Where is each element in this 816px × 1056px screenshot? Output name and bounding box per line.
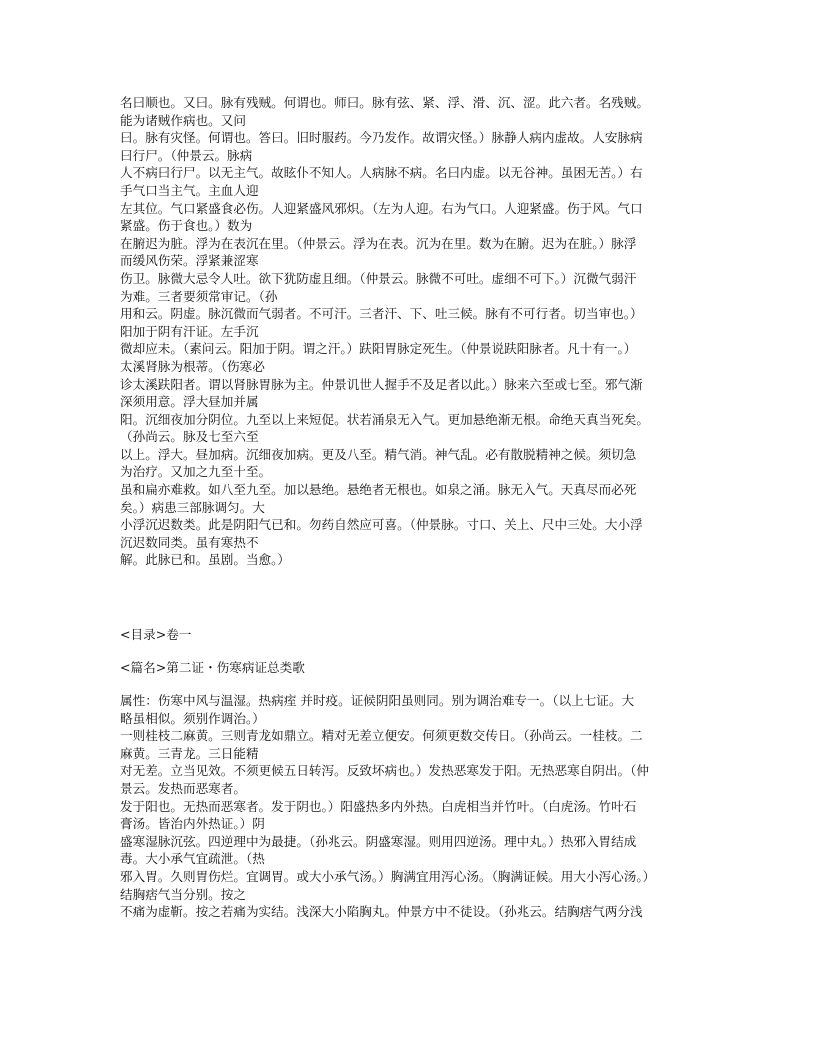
- text-line: 不痛为虚靳。按之若痛为实结。浅深大小陷胸丸。仲景方中不徒设。（孙兆云。结胸痞气两分浅: [120, 904, 643, 920]
- text-line: 邪入胃。久则胃伤烂。宜调胃。或大小承气汤。）胸满宜用泻心汤。（胸满证候。用大小泻心汤。）: [120, 868, 656, 884]
- text-line: （孙尚云。脉及七至六至: [120, 429, 259, 445]
- text-line: 阳。沉细夜加分阴位。九至以上来短促。状若涌泉无入气。更加悬绝渐无根。命绝天真当死矣。: [120, 411, 649, 427]
- text-line: 属性：伤寒中风与温湿。热病痓 并时疫。证候阴阳虽则同。别为调治难专一。（以上七证。大: [120, 693, 635, 709]
- text-line: 深须用意。浮大昼加并属: [120, 394, 259, 410]
- text-line: 略虽相似。须别作调治。）: [120, 710, 265, 726]
- text-line: 用和云。阴虚。脉沉微而气弱者。不可汗。三者汗、下、吐三候。脉有不可行者。切当审也。）: [120, 306, 643, 322]
- text-line: 名曰顺也。又曰。脉有残贼。何谓也。师曰。脉有弦、紧、浮、滑、沉、涩。此六者。名残贼。: [120, 95, 649, 110]
- text-line: 结胸痞气当分别。按之: [120, 886, 246, 902]
- text-line: 而缓风伤荣。浮紧兼涩寒: [120, 253, 259, 269]
- text-line: 能为诸贼作病也。又问: [120, 112, 246, 128]
- text-line: 毒。大小承气宜疏泄。（热: [120, 851, 265, 867]
- text-line: 为难。三者要须常审记。（孙: [120, 288, 278, 304]
- text-line: 矣。）病患三部脉调匀。大: [120, 499, 265, 515]
- text-line: 阳加于阴有汗证。左手沉: [120, 323, 259, 339]
- text-line: 以上。浮大。昼加病。沉细夜加病。更及八至。精气消。神气乱。必有散脱精神之候。须切急: [120, 446, 637, 462]
- text-line: 微却应未。（素问云。阳加于阴。谓之汗。）趺阳胃脉定死生。（仲景说趺阳脉者。凡十有一。）: [120, 341, 637, 357]
- text-line: 解。此脉已和。虽剧。当愈。）: [120, 552, 291, 568]
- text-line: 一则桂枝二麻黄。三则青龙如鼎立。精对无差立便安。何须更数交传日。（孙尚云。一桂枝。二: [120, 728, 643, 744]
- text-line: 小浮沉迟数类。此是阴阳气已和。勿药自然应可喜。（仲景脉。寸口、关上、尺中三处。大小浮: [120, 517, 643, 533]
- text-line: 盛寒湿脉沉弦。四逆理中为最捷。（孙兆云。阴盛寒湿。则用四逆汤。理中丸。）热邪入胃结成: [120, 833, 637, 849]
- text-line: 曰行尸。（仲景云。脉病: [120, 147, 253, 163]
- text-line: 伤卫。脉微大忌令人吐。欲下犹防虚且细。（仲景云。脉微不可吐。虚细不可下。）沉微气弱汗: [120, 270, 637, 286]
- text-line: 沉迟数同类。虽有寒热不: [120, 534, 259, 550]
- text-line: 手气口当主气。主血人迎: [120, 182, 259, 198]
- text-line: 对无差。立当见效。不须更候五日转泻。反致坏病也。）发热恶寒发于阳。无热恶寒自阴出。（仲: [120, 763, 649, 779]
- spacer: [120, 677, 700, 692]
- text-line: 太溪肾脉为根蒂。（伤寒必: [120, 358, 265, 374]
- text-line: 紧盛。伤于食也。）数为: [120, 218, 253, 234]
- text-block-pulse-section: [120, 94, 700, 569]
- chapter-heading: <篇名>第二证・伤寒病证总类歌: [120, 660, 305, 676]
- text-line: 虽和扁亦难救。如八至九至。加以悬绝。悬绝者无根也。如泉之涌。脉无入气。天真尽而必死: [120, 482, 637, 498]
- spacer: [120, 569, 700, 626]
- spacer: [120, 644, 700, 659]
- text-line: 诊太溪趺阳者。谓以肾脉胃脉为主。仲景讥世人握手不及足者以此。）脉来六至或七至。邪气渐: [120, 376, 643, 392]
- text-line: 曰。脉有灾怪。何谓也。答曰。旧时服药。今乃发作。故谓灾怪。）脉静人病内虚故。人安脉病: [120, 130, 643, 146]
- text-block-chapter-two: [120, 692, 700, 921]
- text-line: 发于阳也。无热而恶寒者。发于阴也。）阳盛热多内外热。白虎相当并竹叶。（白虎汤。竹叶石: [120, 798, 637, 814]
- text-line: 膏汤。皆治内外热证。）阴: [120, 816, 265, 832]
- text-line: 左其位。气口紧盛食必伤。人迎紧盛风邪炽。（左为人迎。右为气口。人迎紧盛。伤于风。气口: [120, 200, 643, 216]
- text-line: 麻黄。三青龙。三日能精: [120, 745, 259, 761]
- text-line: 为治疗。又加之九至十至。: [120, 464, 272, 480]
- text-line: 人不病曰行尸。以无主气。故眩仆不知人。人病脉不病。名曰内虚。以无谷神。虽困无苦。）右: [120, 165, 643, 181]
- text-line: 在腑迟为脏。浮为在表沉在里。（仲景云。浮为在表。沉为在里。数为在腑。迟为在脏。）脉浮: [120, 235, 637, 251]
- document-page: [120, 94, 700, 921]
- toc-heading: <目录>卷一: [120, 627, 192, 643]
- text-line: 景云。发热而恶寒者。: [120, 781, 246, 796]
